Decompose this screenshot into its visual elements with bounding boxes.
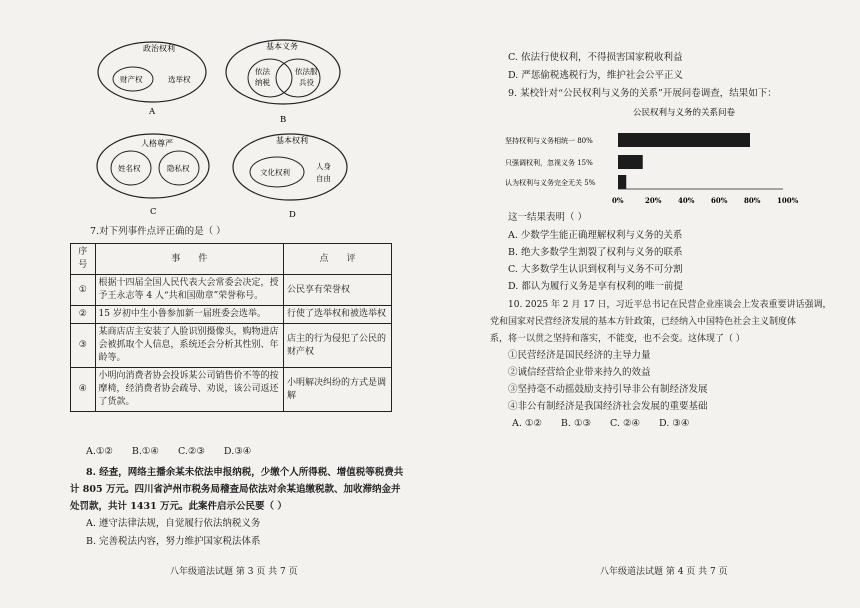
q10-line1: 10. 2025 年 2 月 17 日，习近平总书记在民营企业座谈会上发表重要讲话强调， (508, 300, 832, 310)
table-row: ④ 小明向消费者协会投诉某公司销售价不等的按摩椅，经消费者协会疏导、劝说，该公司返还了货款。 小明解决纠纷的方式是调解 (71, 368, 392, 412)
q7-header-comment: 点 评 (284, 244, 392, 275)
diagram-a-right: 选举权 (168, 75, 191, 84)
chart-tick-label: 20% (645, 196, 662, 205)
table-row: ③ 某商店店主安装了人脸识别摄像头，购物进店会被抓取个人信息，系统还会分析其性别、年龄等。 店主的行为侵犯了公民的财产权 (71, 324, 392, 368)
q8-line1: 8. 经查，网络主播余某未依法申报纳税，少缴个人所得税、增值税等税费共 (86, 467, 404, 478)
q8-option-c: C. 依法行使权利，不得损害国家税收利益 (508, 52, 683, 63)
chart-tick-label: 0% (612, 196, 624, 205)
footer-right: 八年级道法试题 第 4 页 共 7 页 (600, 567, 728, 577)
q9-option-d: D. 都认为履行义务是享有权利的唯一前提 (508, 281, 683, 292)
diagram-c (96, 130, 214, 218)
diagram-b-outer: 基本义务 (266, 42, 298, 51)
q7-header-num: 序号 (71, 244, 96, 275)
chart-bar (618, 133, 750, 147)
diagram-a (95, 34, 210, 116)
q9-stem: 9. 某校针对“公民权利与义务的关系”开展问卷调查，结果如下： (508, 88, 777, 99)
diagram-a-left: 财产权 (120, 75, 143, 84)
chart-tick-label: 60% (711, 196, 728, 205)
q8-line2: 计 805 万元。四川省泸州市税务局稽查局依法对余某追缴税款、加收滞纳金并 (70, 484, 401, 495)
diagram-c-outer: 人格尊严 (141, 139, 173, 148)
diagram-d (232, 127, 352, 219)
diagram-c-left: 姓名权 (118, 164, 141, 173)
q8-option-a: A. 遵守法律法规，自觉履行依法纳税义务 (86, 518, 261, 529)
diagram-c-label: C (150, 207, 157, 217)
q10-statement-2: ②诚信经营给企业带来持久的效益 (508, 367, 651, 378)
q8-option-d: D. 严惩偷税逃税行为，维护社会公平正义 (508, 70, 683, 81)
svg-text:自由: 自由 (316, 174, 331, 183)
chart-category-label: 坚持权利与义务相统一 80% (505, 137, 593, 145)
diagram-a-outer: 政治权利 (143, 44, 175, 53)
q7-header-event: 事 件 (95, 244, 284, 275)
q8-line3: 处罚款，共计 1431 万元。此案件启示公民要（ ） (70, 501, 287, 512)
svg-text:兵役: 兵役 (299, 78, 314, 87)
q9-option-b: B. 绝大多数学生割裂了权利与义务的联系 (508, 247, 683, 258)
table-row: ② 15 岁初中生小鲁参加新一届班委会选举。 行使了选举权和被选举权 (71, 306, 392, 324)
chart-title: 公民权利与义务的关系问卷 (633, 108, 736, 118)
q9-after: 这一结果表明（ ） (508, 212, 588, 223)
diagram-c-right: 隐私权 (167, 164, 190, 173)
chart-category-label: 认为权利与义务完全无关 5% (505, 179, 596, 187)
chart-tick-label: 80% (744, 196, 761, 205)
q7-table (70, 243, 392, 412)
q10-statement-4: ④非公有制经济是我国经济社会发展的重要基础 (508, 401, 708, 412)
diagram-b (225, 34, 345, 124)
q8-option-b: B. 完善税法内容，努力维护国家税法体系 (86, 536, 261, 547)
q10-line2: 党和国家对民营经济发展的基本方针政策，已经纳入中国特色社会主义制度体 (490, 317, 797, 327)
q9-option-a: A. 少数学生能正确理解权利与义务的关系 (508, 230, 683, 241)
diagram-d-right: 人身 (316, 162, 331, 171)
diagram-b-left: 依法 (255, 67, 270, 76)
chart-tick-label: 100% (777, 196, 799, 205)
q10-line3: 系，将一以贯之坚持和落实，不能变，也不会变。这体现了（ ） (490, 334, 745, 344)
chart-tick-label: 40% (678, 196, 695, 205)
diagram-b-right: 依法服 (295, 67, 318, 76)
q7-options: A.①② B.①④ C.②③ D.③④ (86, 446, 252, 457)
chart-bar (618, 175, 626, 189)
q10-statement-3: ③坚持毫不动摇鼓励支持引导非公有制经济发展 (508, 384, 708, 395)
q7-stem: 7.对下列事件点评正确的是（ ） (90, 226, 226, 237)
q9-option-c: C. 大多数学生认识到权利与义务不可分割 (508, 264, 683, 275)
chart-category-label: 只强调权利，忽视义务 15% (505, 159, 593, 167)
diagram-d-outer: 基本权利 (276, 136, 308, 145)
svg-text:纳税: 纳税 (255, 78, 270, 87)
q10-options: A. ①② B. ①③ C. ②④ D. ③④ (512, 418, 690, 429)
diagram-a-label: A (149, 107, 156, 116)
diagram-d-label: D (289, 210, 296, 219)
table-row: ① 根据十四届全国人民代表大会常委会决定，授予王永志等 4 人“共和国勋章”荣誉称号。 公民享有荣誉权 (71, 275, 392, 306)
q10-statement-1: ①民营经济是国民经济的主导力量 (508, 350, 651, 361)
diagram-d-left: 文化权利 (260, 168, 290, 177)
footer-left: 八年级道法试题 第 3 页 共 7 页 (170, 567, 298, 577)
chart-bar (618, 155, 643, 169)
survey-bar-chart (503, 103, 803, 211)
diagram-b-label: B (280, 115, 287, 124)
